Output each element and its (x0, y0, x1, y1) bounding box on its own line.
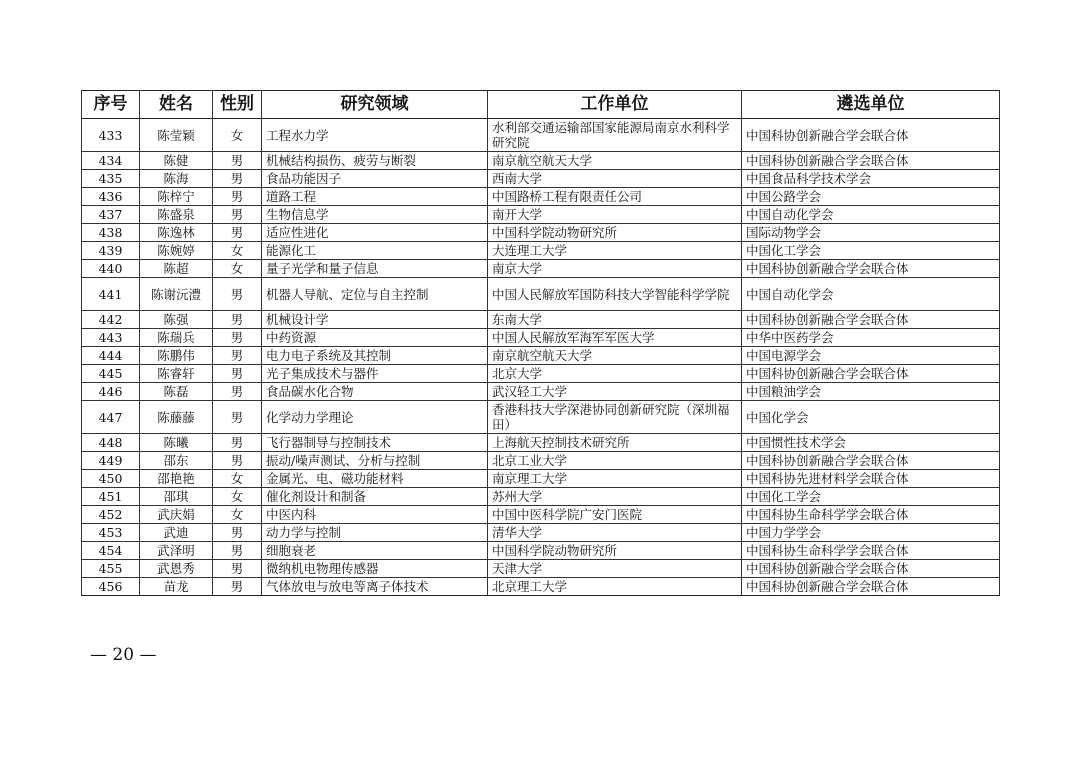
cell-research-field: 气体放电与放电等离子体技术 (262, 578, 488, 596)
table-row (82, 506, 1000, 524)
cell-work-unit: 北京大学 (488, 365, 742, 383)
cell-selection-unit: 中国科协创新融合学会联合体 (742, 311, 1000, 329)
cell-serial: 454 (82, 542, 140, 560)
cell-work-unit: 香港科技大学深港协同创新研究院（深圳福田） (488, 401, 742, 434)
table-row (82, 119, 1000, 152)
table-row (82, 152, 1000, 170)
cell-selection-unit: 中国科协创新融合学会联合体 (742, 119, 1000, 152)
cell-name: 武迪 (140, 524, 213, 542)
cell-work-unit: 苏州大学 (488, 488, 742, 506)
cell-research-field: 催化剂设计和制备 (262, 488, 488, 506)
cell-name: 陈曦 (140, 434, 213, 452)
cell-gender: 女 (213, 260, 262, 278)
cell-work-unit: 北京理工大学 (488, 578, 742, 596)
cell-work-unit: 南京航空航天大学 (488, 152, 742, 170)
cell-name: 邵琪 (140, 488, 213, 506)
cell-serial: 442 (82, 311, 140, 329)
cell-serial: 448 (82, 434, 140, 452)
cell-serial: 440 (82, 260, 140, 278)
header-serial: 序号 (82, 91, 140, 119)
cell-serial: 441 (82, 278, 140, 311)
table-row (82, 578, 1000, 596)
table-row (82, 365, 1000, 383)
header-research-field: 研究领域 (262, 91, 488, 119)
cell-research-field: 化学动力学理论 (262, 401, 488, 434)
cell-work-unit: 清华大学 (488, 524, 742, 542)
cell-serial: 451 (82, 488, 140, 506)
cell-serial: 438 (82, 224, 140, 242)
cell-name: 陈海 (140, 170, 213, 188)
cell-selection-unit: 国际动物学会 (742, 224, 1000, 242)
header-selection-unit: 遴选单位 (742, 91, 1000, 119)
cell-selection-unit: 中国食品科学技术学会 (742, 170, 1000, 188)
table-row (82, 311, 1000, 329)
cell-gender: 女 (213, 488, 262, 506)
table-row (82, 347, 1000, 365)
cell-serial: 434 (82, 152, 140, 170)
cell-name: 陈鹏伟 (140, 347, 213, 365)
cell-work-unit: 武汉轻工大学 (488, 383, 742, 401)
cell-selection-unit: 中国科协先进材料学会联合体 (742, 470, 1000, 488)
cell-gender: 男 (213, 452, 262, 470)
cell-gender: 男 (213, 560, 262, 578)
cell-name: 邵艳艳 (140, 470, 213, 488)
cell-work-unit: 南京理工大学 (488, 470, 742, 488)
roster-table (81, 90, 1000, 596)
header-work-unit: 工作单位 (488, 91, 742, 119)
cell-name: 陈梓宁 (140, 188, 213, 206)
cell-name: 邵东 (140, 452, 213, 470)
cell-work-unit: 大连理工大学 (488, 242, 742, 260)
table-row (82, 278, 1000, 311)
cell-gender: 男 (213, 401, 262, 434)
header-name: 姓名 (140, 91, 213, 119)
cell-name: 陈睿轩 (140, 365, 213, 383)
cell-selection-unit: 中国科协创新融合学会联合体 (742, 452, 1000, 470)
cell-serial: 435 (82, 170, 140, 188)
cell-name: 陈逸林 (140, 224, 213, 242)
header-gender: 性别 (213, 91, 262, 119)
cell-gender: 女 (213, 470, 262, 488)
cell-research-field: 食品碳水化合物 (262, 383, 488, 401)
table-row (82, 434, 1000, 452)
cell-work-unit: 南京大学 (488, 260, 742, 278)
cell-selection-unit: 中国粮油学会 (742, 383, 1000, 401)
cell-selection-unit: 中国自动化学会 (742, 206, 1000, 224)
cell-research-field: 中医内科 (262, 506, 488, 524)
cell-selection-unit: 中国化工学会 (742, 488, 1000, 506)
cell-research-field: 光子集成技术与器件 (262, 365, 488, 383)
cell-name: 陈磊 (140, 383, 213, 401)
cell-work-unit: 中国路桥工程有限责任公司 (488, 188, 742, 206)
cell-work-unit: 水利部交通运输部国家能源局南京水利科学研究院 (488, 119, 742, 152)
cell-research-field: 能源化工 (262, 242, 488, 260)
cell-research-field: 细胞衰老 (262, 542, 488, 560)
cell-gender: 男 (213, 206, 262, 224)
cell-selection-unit: 中国电源学会 (742, 347, 1000, 365)
cell-gender: 男 (213, 311, 262, 329)
cell-gender: 男 (213, 188, 262, 206)
cell-research-field: 工程水力学 (262, 119, 488, 152)
cell-selection-unit: 中华中医药学会 (742, 329, 1000, 347)
cell-name: 陈莹颖 (140, 119, 213, 152)
cell-gender: 男 (213, 578, 262, 596)
cell-gender: 男 (213, 278, 262, 311)
cell-selection-unit: 中国自动化学会 (742, 278, 1000, 311)
cell-gender: 男 (213, 542, 262, 560)
table-row (82, 242, 1000, 260)
cell-research-field: 道路工程 (262, 188, 488, 206)
cell-gender: 女 (213, 119, 262, 152)
cell-name: 陈超 (140, 260, 213, 278)
cell-work-unit: 中国人民解放军国防科技大学智能科学学院 (488, 278, 742, 311)
table-row (82, 188, 1000, 206)
cell-gender: 男 (213, 170, 262, 188)
cell-selection-unit: 中国科协创新融合学会联合体 (742, 365, 1000, 383)
cell-gender: 男 (213, 152, 262, 170)
cell-serial: 452 (82, 506, 140, 524)
cell-serial: 433 (82, 119, 140, 152)
table-row (82, 488, 1000, 506)
cell-selection-unit: 中国化学会 (742, 401, 1000, 434)
cell-selection-unit: 中国科协创新融合学会联合体 (742, 578, 1000, 596)
cell-research-field: 量子光学和量子信息 (262, 260, 488, 278)
table-row (82, 329, 1000, 347)
cell-gender: 女 (213, 242, 262, 260)
cell-selection-unit: 中国科协创新融合学会联合体 (742, 260, 1000, 278)
cell-research-field: 中药资源 (262, 329, 488, 347)
cell-research-field: 飞行器制导与控制技术 (262, 434, 488, 452)
cell-research-field: 食品功能因子 (262, 170, 488, 188)
cell-name: 陈强 (140, 311, 213, 329)
cell-work-unit: 中国科学院动物研究所 (488, 224, 742, 242)
cell-serial: 444 (82, 347, 140, 365)
cell-research-field: 电力电子系统及其控制 (262, 347, 488, 365)
cell-research-field: 适应性进化 (262, 224, 488, 242)
table-row (82, 401, 1000, 434)
cell-selection-unit: 中国科协生命科学学会联合体 (742, 542, 1000, 560)
cell-gender: 女 (213, 506, 262, 524)
cell-work-unit: 中国科学院动物研究所 (488, 542, 742, 560)
table-row (82, 560, 1000, 578)
cell-name: 陈婉婷 (140, 242, 213, 260)
table-row (82, 224, 1000, 242)
cell-name: 武泽明 (140, 542, 213, 560)
cell-serial: 450 (82, 470, 140, 488)
cell-work-unit: 北京工业大学 (488, 452, 742, 470)
cell-research-field: 机械设计学 (262, 311, 488, 329)
cell-work-unit: 中国中医科学院广安门医院 (488, 506, 742, 524)
cell-serial: 439 (82, 242, 140, 260)
cell-research-field: 生物信息学 (262, 206, 488, 224)
cell-work-unit: 南京航空航天大学 (488, 347, 742, 365)
cell-research-field: 机械结构损伤、疲劳与断裂 (262, 152, 488, 170)
cell-name: 陈谢沅澧 (140, 278, 213, 311)
cell-serial: 456 (82, 578, 140, 596)
cell-research-field: 微纳机电物理传感器 (262, 560, 488, 578)
cell-gender: 男 (213, 434, 262, 452)
cell-selection-unit: 中国科协生命科学学会联合体 (742, 506, 1000, 524)
cell-selection-unit: 中国惯性技术学会 (742, 434, 1000, 452)
cell-gender: 男 (213, 365, 262, 383)
cell-serial: 437 (82, 206, 140, 224)
cell-serial: 447 (82, 401, 140, 434)
cell-name: 陈盛泉 (140, 206, 213, 224)
table-body (82, 119, 1000, 596)
cell-serial: 446 (82, 383, 140, 401)
cell-serial: 436 (82, 188, 140, 206)
table-row (82, 170, 1000, 188)
cell-name: 苗龙 (140, 578, 213, 596)
cell-selection-unit: 中国化工学会 (742, 242, 1000, 260)
cell-name: 武庆娟 (140, 506, 213, 524)
cell-serial: 449 (82, 452, 140, 470)
cell-selection-unit: 中国科协创新融合学会联合体 (742, 560, 1000, 578)
cell-work-unit: 西南大学 (488, 170, 742, 188)
table-row (82, 260, 1000, 278)
cell-name: 陈藤藤 (140, 401, 213, 434)
table-header-row (82, 91, 1000, 119)
cell-work-unit: 东南大学 (488, 311, 742, 329)
cell-work-unit: 中国人民解放军海军军医大学 (488, 329, 742, 347)
cell-selection-unit: 中国公路学会 (742, 188, 1000, 206)
cell-serial: 453 (82, 524, 140, 542)
table-row (82, 452, 1000, 470)
cell-research-field: 动力学与控制 (262, 524, 488, 542)
cell-work-unit: 上海航天控制技术研究所 (488, 434, 742, 452)
cell-selection-unit: 中国力学学会 (742, 524, 1000, 542)
page-number: — 20 — (90, 645, 157, 665)
table-row (82, 206, 1000, 224)
cell-name: 陈健 (140, 152, 213, 170)
cell-serial: 445 (82, 365, 140, 383)
cell-gender: 男 (213, 383, 262, 401)
cell-research-field: 机器人导航、定位与自主控制 (262, 278, 488, 311)
cell-gender: 男 (213, 329, 262, 347)
cell-serial: 443 (82, 329, 140, 347)
table-row (82, 542, 1000, 560)
cell-work-unit: 南开大学 (488, 206, 742, 224)
cell-selection-unit: 中国科协创新融合学会联合体 (742, 152, 1000, 170)
cell-gender: 男 (213, 224, 262, 242)
cell-name: 陈瑞兵 (140, 329, 213, 347)
table-row (82, 383, 1000, 401)
cell-work-unit: 天津大学 (488, 560, 742, 578)
cell-research-field: 金属光、电、磁功能材料 (262, 470, 488, 488)
cell-name: 武恩秀 (140, 560, 213, 578)
cell-serial: 455 (82, 560, 140, 578)
cell-gender: 男 (213, 347, 262, 365)
cell-gender: 男 (213, 524, 262, 542)
cell-research-field: 振动/噪声测试、分析与控制 (262, 452, 488, 470)
table-row (82, 470, 1000, 488)
table-row (82, 524, 1000, 542)
